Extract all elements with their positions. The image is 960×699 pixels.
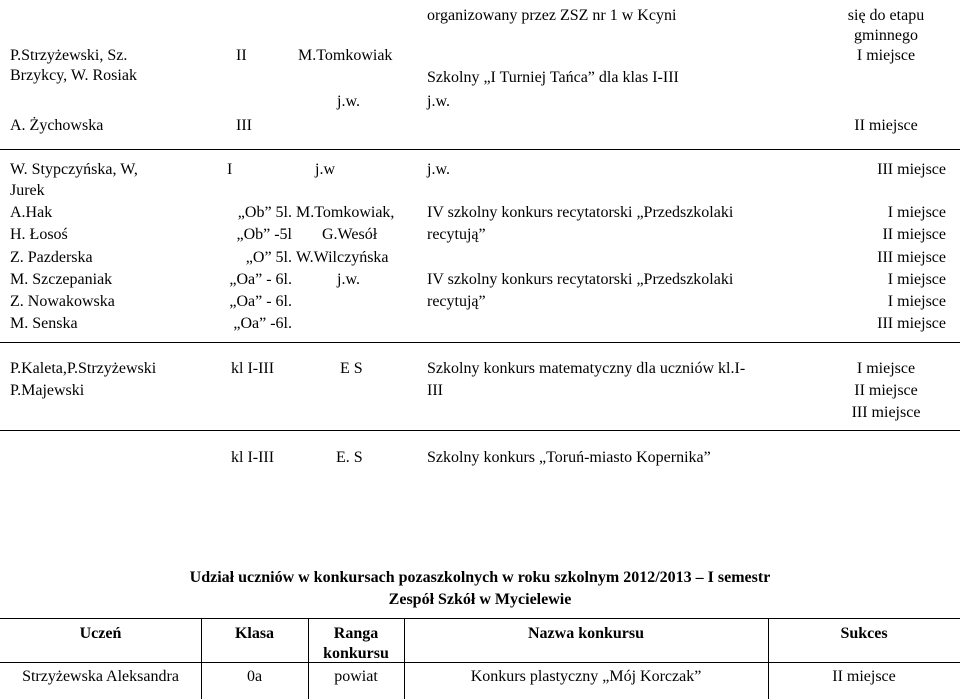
contest-name: Szkolny „I Turniej Tańca” dla klas I-III <box>427 69 679 86</box>
contest-name-line1: IV szkolny konkurs recytatorski „Przedszkolaki <box>427 271 734 288</box>
teacher-name: M.Tomkowiak <box>298 47 393 64</box>
result-label: III miejsce <box>877 249 946 266</box>
result-label: I miejsce <box>887 293 946 310</box>
result-label: I miejsce <box>856 360 916 377</box>
result-label: III miejsce <box>851 404 921 421</box>
student-names-line2: Jurek <box>10 182 45 199</box>
class-label: „Oa” - 6l. <box>229 293 292 310</box>
class-label: III <box>236 117 252 134</box>
class-label: „O” 5l. <box>245 249 292 266</box>
contest-level: E. S <box>336 449 363 466</box>
result-label: III miejsce <box>877 315 946 332</box>
cell-result: II miejsce <box>832 668 896 685</box>
class-label: I <box>227 161 233 178</box>
student-names-line1: P.Kaleta,P.Strzyżewski <box>10 360 157 377</box>
row-divider <box>0 342 960 343</box>
student-names-line1: W. Stypczyńska, W, <box>10 161 138 178</box>
cell-contest-name: Konkurs plastyczny „Mój Korczak” <box>470 668 702 685</box>
class-label: „Ob” 5l. <box>237 204 292 221</box>
student-name: Z. Nowakowska <box>10 293 115 310</box>
class-label: „Ob” -5l <box>236 226 292 243</box>
student-name: H. Łosoś <box>10 226 68 243</box>
column-header-result: Sukces <box>840 625 888 642</box>
result-label: II miejsce <box>854 117 918 134</box>
student-name: M. Szczepaniak <box>10 271 113 288</box>
student-names-line1: P.Strzyżewski, Sz. <box>10 47 128 64</box>
contest-name-line2: recytują” <box>427 226 486 243</box>
same-as-above: j.w. <box>337 93 360 110</box>
row-divider <box>0 149 960 150</box>
row-divider <box>0 430 960 431</box>
class-label: „Oa” -6l. <box>233 315 292 332</box>
contest-name-line1: IV szkolny konkurs recytatorski „Przedszkolaki <box>427 204 734 221</box>
teacher-name: G.Wesół <box>322 226 378 243</box>
event-organizer-text: organizowany przez ZSZ nr 1 w Kcyni <box>427 7 677 24</box>
section-heading: Udział uczniów w konkursach pozaszkolnych w roku szkolnym 2012/2013 – I semestr <box>189 569 771 586</box>
column-header-class: Klasa <box>234 625 275 642</box>
teacher-name: M.Tomkowiak, <box>296 204 395 221</box>
result-label: I miejsce <box>856 47 916 64</box>
school-name-heading: Zespół Szkół w Mycielewie <box>388 591 572 608</box>
contest-name-line2: III <box>427 382 443 399</box>
stage-text-line2: gminnego <box>854 27 918 44</box>
table-border-top <box>0 618 960 619</box>
student-name: A.Hak <box>10 204 53 221</box>
student-name: Z. Pazderska <box>10 249 93 266</box>
column-header-student: Uczeń <box>79 625 122 642</box>
same-as-above: j.w. <box>427 93 450 110</box>
cell-class: 0a <box>246 668 263 685</box>
table-row-divider <box>0 662 960 663</box>
student-name: M. Senska <box>10 315 78 332</box>
teacher-name: W.Wilczyńska <box>296 249 389 266</box>
result-label: I miejsce <box>887 271 946 288</box>
result-label: II miejsce <box>854 382 918 399</box>
column-header-rank-line1: Ranga <box>333 625 379 642</box>
same-as-above: j.w. <box>337 271 360 288</box>
cell-rank: powiat <box>334 668 378 685</box>
class-label: kl I-III <box>231 449 275 466</box>
result-label: II miejsce <box>882 226 946 243</box>
student-name: A. Żychowska <box>10 117 104 134</box>
stage-text-line1: się do etapu <box>847 7 925 24</box>
result-label: III miejsce <box>877 161 946 178</box>
class-label: kl I-III <box>231 360 275 377</box>
same-as-above: j.w. <box>427 161 450 178</box>
column-header-contest-name: Nazwa konkursu <box>527 625 645 642</box>
contest-level: E S <box>340 360 363 377</box>
contest-name-line2: recytują” <box>427 293 486 310</box>
contest-name: Szkolny konkurs „Toruń-miasto Kopernika” <box>427 449 711 466</box>
column-header-rank-line2: konkursu <box>323 645 389 662</box>
student-names-line2: P.Majewski <box>10 382 85 399</box>
cell-student: Strzyżewska Aleksandra <box>22 668 179 685</box>
result-label: I miejsce <box>887 204 946 221</box>
class-label: „Oa” - 6l. <box>229 271 292 288</box>
student-names-line2: Brzykcy, W. Rosiak <box>10 67 137 84</box>
class-label: II <box>236 47 247 64</box>
contest-name-line1: Szkolny konkurs matematyczny dla uczniów kl.I- <box>427 360 746 377</box>
same-as-above: j.w <box>315 161 335 178</box>
